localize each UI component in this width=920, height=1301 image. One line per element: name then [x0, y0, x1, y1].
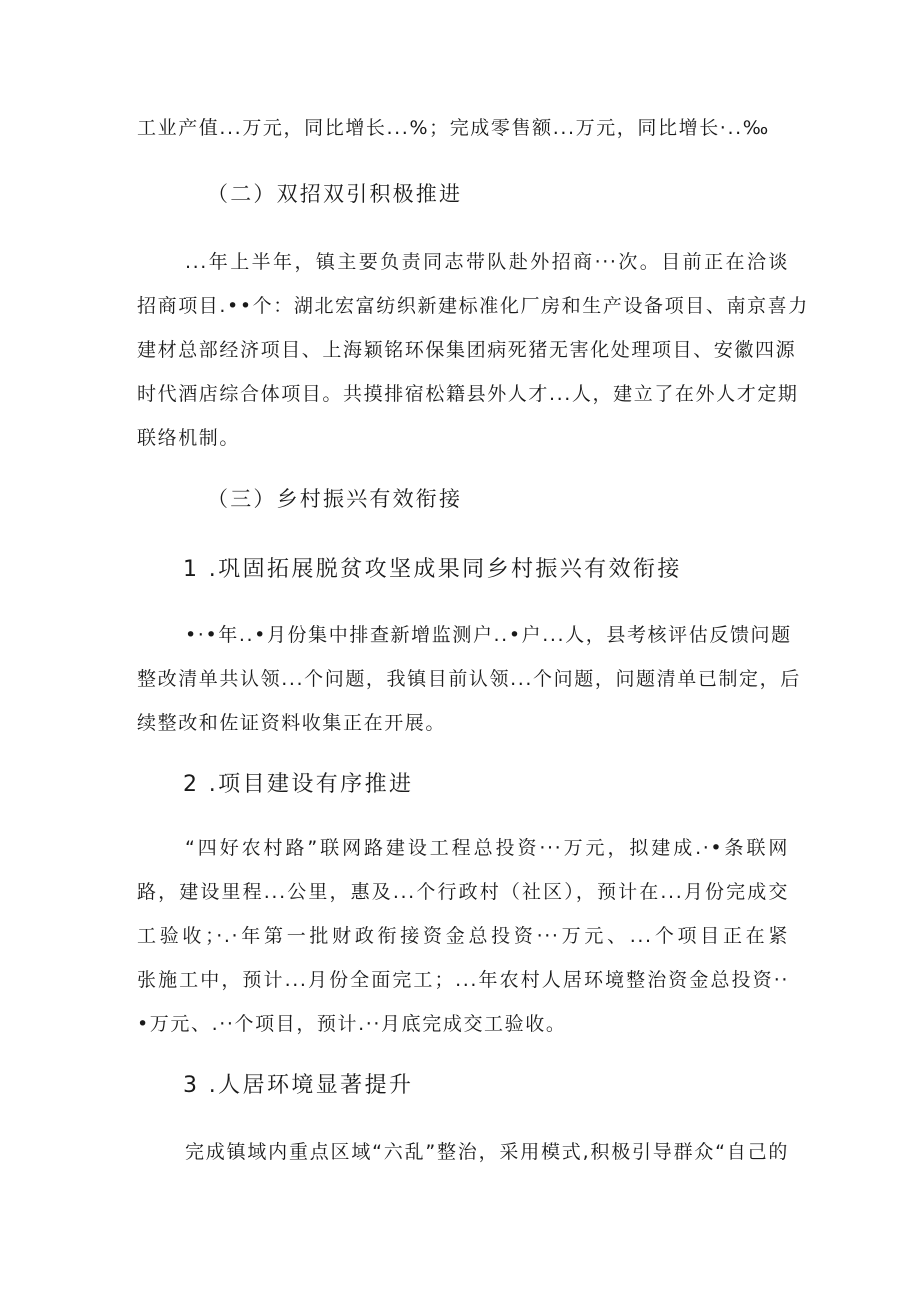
paragraph-projects-line-3: 工验收；·.·年第一批财政衔接资金总投资···万元、...个项目正在紧 [137, 925, 789, 947]
paragraph-monitoring-line-1: •·•年..•月份集中排查新增监测户..•户...人，县考核评估反馈问题 [185, 624, 792, 646]
paragraph-projects-line-5: •万元、.··个项目，预计.··月底完成交工验收。 [137, 1013, 567, 1035]
paragraph-investment-line-2: 招商项目.••个：湖北宏富纺织新建标准化厂房和生产设备项目、南京喜力 [137, 295, 809, 317]
paragraph-monitoring-line-2: 整改清单共认领...个问题，我镇目前认领...个问题，问题清单已制定，后 [137, 668, 801, 690]
subheading-2: 2 .项目建设有序推进 [183, 772, 414, 797]
paragraph-investment-line-1: ...年上半年，镇主要负责同志带队赴外招商···次。目前正在洽谈 [185, 251, 789, 273]
paragraph-monitoring-line-3: 续整改和佐证资料收集正在开展。 [137, 712, 447, 734]
paragraph-projects-line-2: 路，建设里程...公里，惠及...个行政村（社区），预计在...月份完成交 [137, 881, 789, 903]
paragraph-projects-line-1: “四好农村路”联网路建设工程总投资···万元，拟建成.·•条联网 [185, 837, 789, 859]
paragraph-projects-line-4: 张施工中，预计...月份全面完工；...年农村人居环境整治资金总投资·· [137, 969, 789, 991]
subheading-1: 1 .巩固拓展脱贫攻坚成果同乡村振兴有效衔接 [183, 557, 682, 582]
section-heading-three: （三）乡村振兴有效衔接 [207, 487, 463, 511]
paragraph-investment-line-4: 时代酒店综合体项目。共摸排宿松籍县外人才...人，建立了在外人才定期 [137, 383, 799, 405]
paragraph-industrial-output-line-1: 工业产值...万元，同比增长...%；完成零售额...万元，同比增长·..‰ [137, 117, 770, 139]
paragraph-investment-line-5: 联络机制。 [137, 427, 241, 449]
subheading-3: 3 .人居环境显著提升 [183, 1073, 414, 1098]
paragraph-environment-line-1: 完成镇域内重点区域“六乱”整治，采用模式,积极引导群众“自己的 [185, 1141, 789, 1163]
paragraph-investment-line-3: 建材总部经济项目、上海颖铭环保集团病死猪无害化处理项目、安徽四源 [137, 339, 797, 361]
section-heading-two: （二）双招双引积极推进 [207, 182, 463, 206]
